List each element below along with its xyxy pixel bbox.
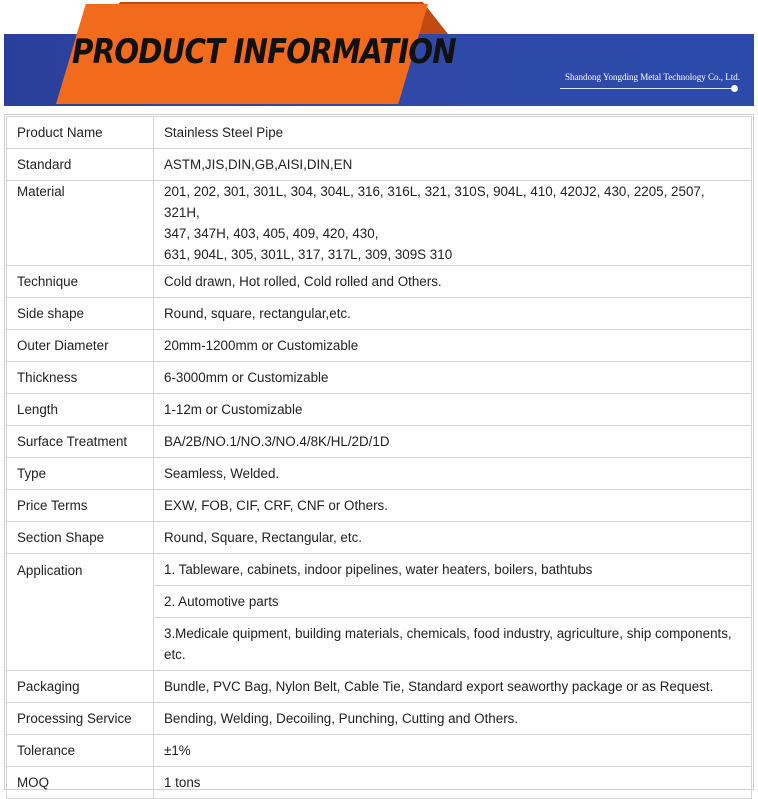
row-value: 1 tons xyxy=(154,767,752,799)
row-label: Material xyxy=(7,181,154,266)
table-row-thickness xyxy=(7,362,752,394)
table-row-processing-service xyxy=(7,703,752,735)
banner-dot-icon xyxy=(731,85,738,92)
row-label: Section Shape xyxy=(7,522,154,554)
row-label: Surface Treatment xyxy=(7,426,154,458)
row-value: ASTM,JIS,DIN,GB,AISI,DIN,EN xyxy=(154,149,752,181)
table-row-standard xyxy=(7,149,752,181)
table-row-material xyxy=(7,181,752,266)
row-label: Application xyxy=(7,554,154,671)
material-line: 347, 347H, 403, 405, 409, 420, 430, xyxy=(164,226,379,241)
material-line: 631, 904L, 305, 301L, 317, 317L, 309, 309S 310 xyxy=(164,247,453,262)
banner-title: PRODUCT INFORMATION xyxy=(72,32,456,72)
table-row-price-terms xyxy=(7,490,752,522)
material-line: 201, 202, 301, 301L, 304, 304L, 316, 316L, 321, 310S, 904L, 410, 420J2, 430, 2205, 2507, 321H, xyxy=(164,184,705,220)
table-row-type xyxy=(7,458,752,490)
table-row-surface-treatment xyxy=(7,426,752,458)
row-value: 6-3000mm or Customizable xyxy=(154,362,752,394)
table-row-technique xyxy=(7,266,752,298)
row-label: Product Name xyxy=(7,117,154,149)
row-value: 3.Medicale quipment, building materials, chemicals, food industry, agriculture, ship components, etc. xyxy=(154,618,752,671)
row-label: Standard xyxy=(7,149,154,181)
company-name: Shandong Yongding Metal Technology Co., Ltd. xyxy=(565,72,740,82)
row-label: Outer Diameter xyxy=(7,330,154,362)
row-label: Type xyxy=(7,458,154,490)
row-value: BA/2B/NO.1/NO.3/NO.4/8K/HL/2D/1D xyxy=(154,426,752,458)
row-label: MOQ xyxy=(7,767,154,799)
row-value: Cold drawn, Hot rolled, Cold rolled and Others. xyxy=(154,266,752,298)
product-information-banner xyxy=(0,0,758,112)
table-row-product-name xyxy=(7,117,752,149)
product-spec-table xyxy=(6,116,752,799)
row-value: Bending, Welding, Decoiling, Punching, Cutting and Others. xyxy=(154,703,752,735)
row-value: ±1% xyxy=(154,735,752,767)
row-label: Tolerance xyxy=(7,735,154,767)
row-value: Stainless Steel Pipe xyxy=(154,117,752,149)
table-row-side-shape xyxy=(7,298,752,330)
table-row-packaging xyxy=(7,671,752,703)
banner-divider-line xyxy=(560,88,732,89)
row-value: 2. Automotive parts xyxy=(154,586,752,618)
row-label: Side shape xyxy=(7,298,154,330)
table-row-length xyxy=(7,394,752,426)
row-value: Round, Square, Rectangular, etc. xyxy=(154,522,752,554)
row-label: Length xyxy=(7,394,154,426)
row-label: Thickness xyxy=(7,362,154,394)
row-value: Round, square, rectangular,etc. xyxy=(154,298,752,330)
row-label: Processing Service xyxy=(7,703,154,735)
row-value: Bundle, PVC Bag, Nylon Belt, Cable Tie, Standard export seaworthy package or as Request. xyxy=(154,671,752,703)
table-row-moq xyxy=(7,767,752,799)
table-row-application xyxy=(7,554,752,586)
row-value: EXW, FOB, CIF, CRF, CNF or Others. xyxy=(154,490,752,522)
row-label: Technique xyxy=(7,266,154,298)
row-value: Seamless, Welded. xyxy=(154,458,752,490)
row-value: 1. Tableware, cabinets, indoor pipelines, water heaters, boilers, bathtubs xyxy=(154,554,752,586)
table-row-outer-diameter xyxy=(7,330,752,362)
row-value: 20mm-1200mm or Customizable xyxy=(154,330,752,362)
row-value: 1-12m or Customizable xyxy=(154,394,752,426)
table-row-tolerance xyxy=(7,735,752,767)
row-value xyxy=(154,181,752,266)
row-label: Price Terms xyxy=(7,490,154,522)
table-row-section-shape xyxy=(7,522,752,554)
row-label: Packaging xyxy=(7,671,154,703)
